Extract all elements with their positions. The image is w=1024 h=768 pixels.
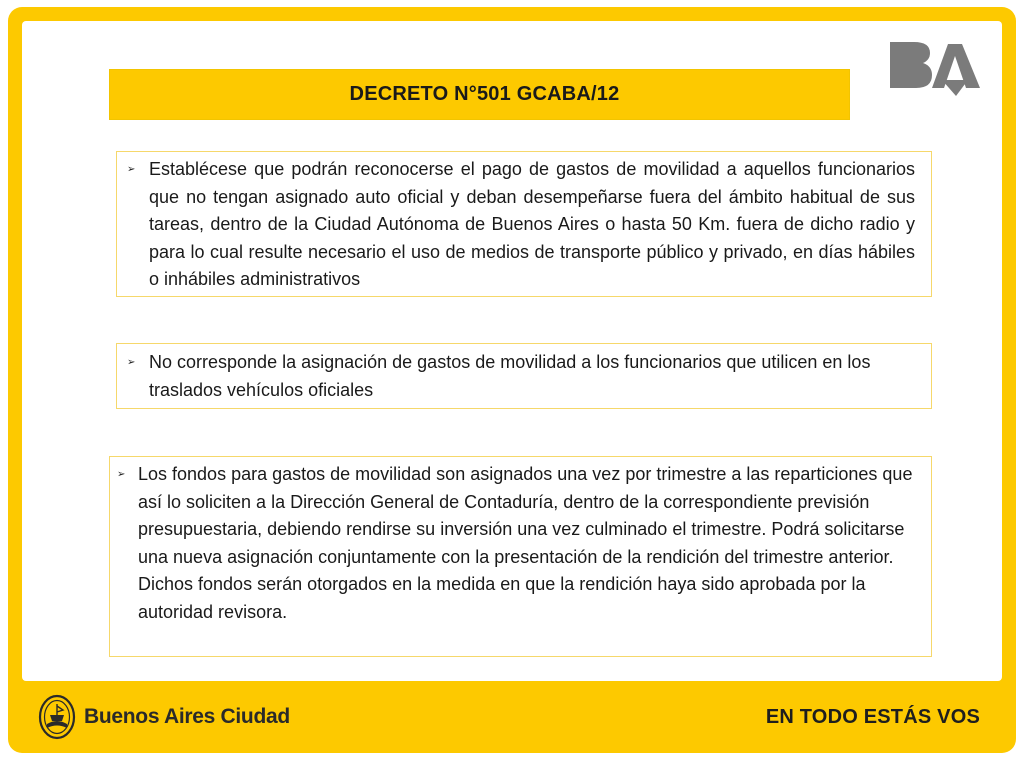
bullet-box-2: [116, 343, 932, 409]
ba-logo-icon: [886, 38, 982, 98]
arrowhead-bullet-icon: ➢: [117, 469, 126, 480]
city-seal-icon: [38, 694, 76, 740]
bullet-text-1: Establécese que podrán reconocerse el pago de gastos de movilidad a aquellos funcionarios que no tengan asignado auto oficial y deban desempeñarse fuera del ámbito habitual de sus tareas, dentro de la Ciudad Autónoma de Buenos Aires o hasta 50 Km. fuera de dicho radio y para lo cual resulte necesario el uso de medios de transporte público y privado, en días hábiles o inhábiles administrativos: [149, 159, 915, 289]
arrowhead-bullet-icon: ➢: [127, 357, 136, 368]
bullet-box-3: [109, 456, 932, 657]
slide-title: DECRETO N°501 GCABA/12: [349, 83, 620, 105]
bullet-text-3: Los fondos para gastos de movilidad son asignados una vez por trimestre a las reparticiones que así lo soliciten a la Dirección General de Contaduría, dentro de la correspondiente previsión presupuestaria, debiendo rendirse su inversión una vez culminado el trimestre. Podrá solicitarse una nueva asignación conjuntamente con la presentación de la rendición del trimestre anterior. Dichos fondos serán otorgados en la medida en que la rendición haya sido aprobada por la autoridad revisora.: [138, 464, 913, 622]
arrowhead-bullet-icon: ➢: [127, 164, 136, 175]
bullet-box-1: [116, 151, 932, 297]
bullet-text-2: No corresponde la asignación de gastos de movilidad a los funcionarios que utilicen en los traslados vehículos oficiales: [149, 352, 871, 400]
footer-brand-name: Buenos Aires Ciudad: [84, 705, 290, 728]
footer-brand: [38, 693, 290, 741]
title-bar: [109, 69, 850, 120]
footer-slogan: EN TODO ESTÁS VOS: [765, 706, 980, 728]
